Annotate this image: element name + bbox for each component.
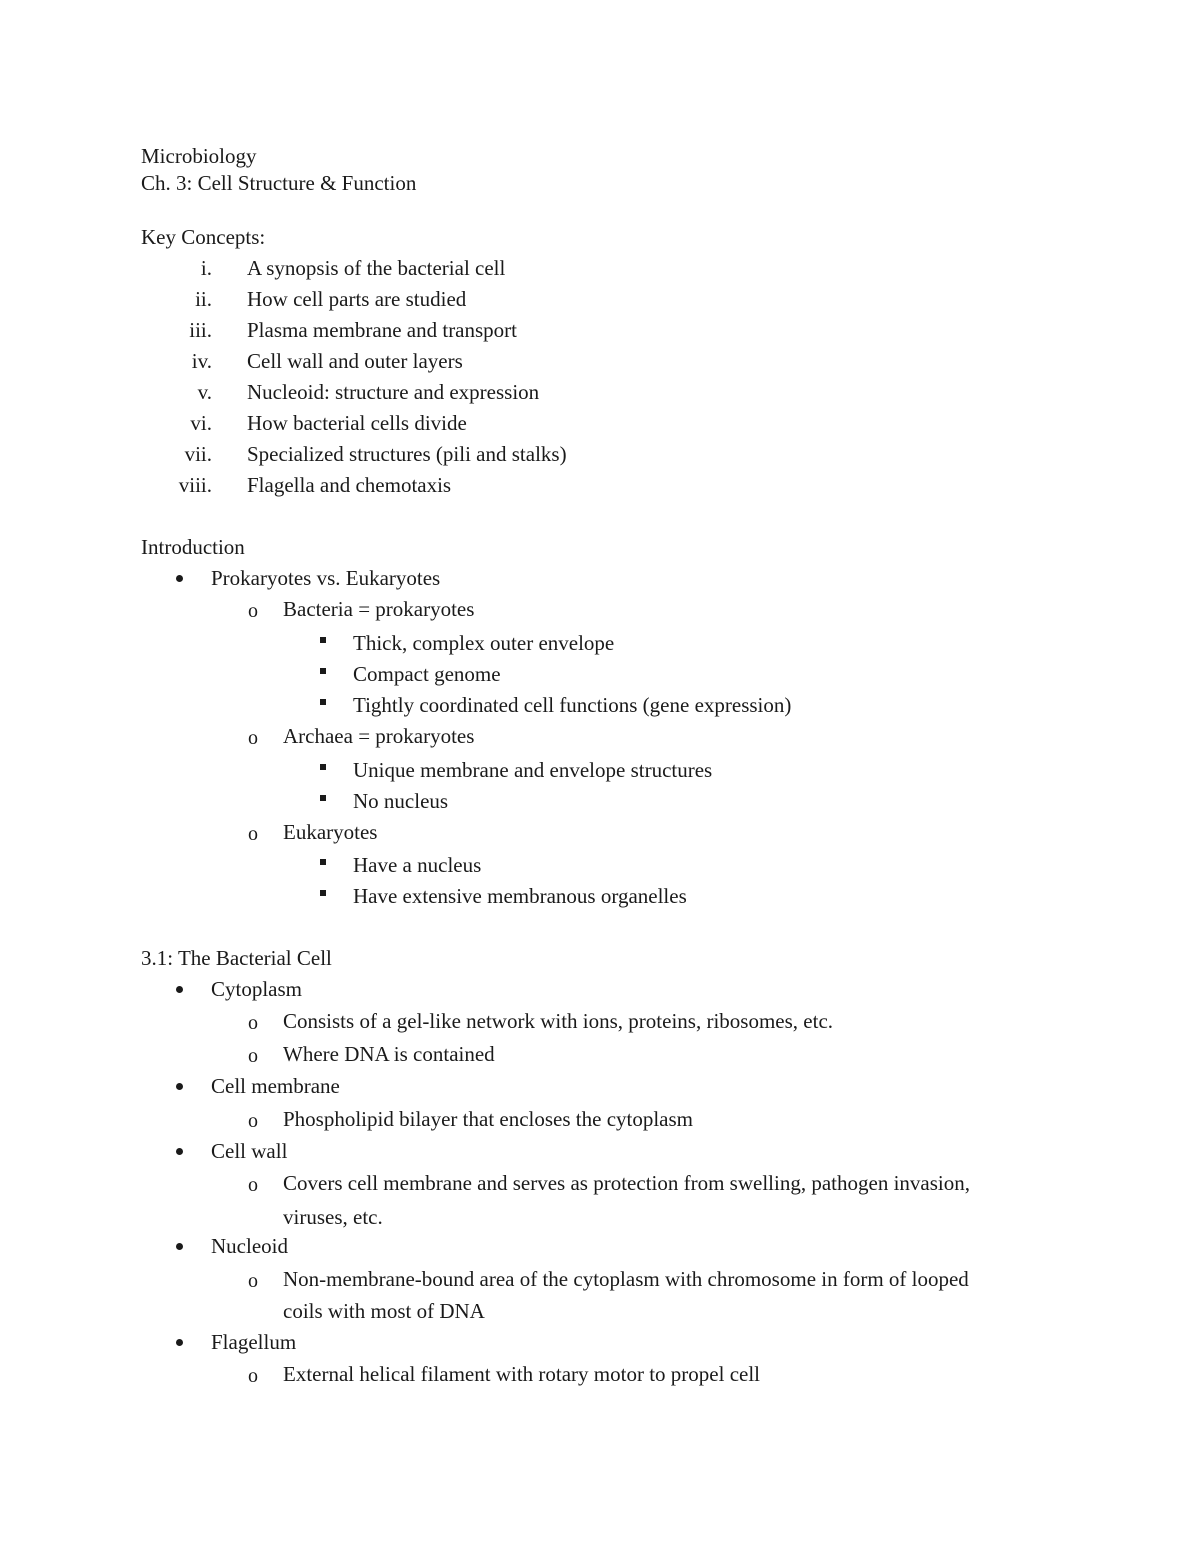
bullet-square-icon: [320, 699, 326, 705]
sub-bullet-item: Consists of a gel-like network with ions, proteins, ribosomes, etc.: [283, 1009, 834, 1033]
roman-numeral: iv.: [191, 349, 212, 373]
sub-bullet-item: Covers cell membrane and serves as protection from swelling, pathogen invasion,: [283, 1171, 970, 1195]
sub-bullet-item: Eukaryotes: [283, 820, 378, 844]
bullet-item: Nucleoid: [211, 1234, 288, 1258]
section-heading: 3.1: The Bacterial Cell: [141, 946, 332, 970]
key-concept-item: Specialized structures (pili and stalks): [247, 442, 567, 466]
sub-bullet-item: Archaea = prokaryotes: [283, 724, 475, 748]
bullet-square-icon: [320, 890, 326, 896]
sub-sub-bullet-item: Compact genome: [353, 662, 501, 686]
roman-numeral: viii.: [178, 473, 212, 497]
bullet-circle-icon: o: [248, 600, 258, 622]
bullet-item: Prokaryotes vs. Eukaryotes: [211, 566, 441, 590]
roman-numeral: vi.: [190, 411, 212, 435]
key-concept-item: How cell parts are studied: [247, 287, 467, 311]
bullet-circle-icon: o: [248, 823, 258, 845]
course-title: Microbiology: [141, 144, 257, 168]
sub-bullet-item: Phospholipid bilayer that encloses the cytoplasm: [283, 1107, 694, 1131]
bullet-item: Cytoplasm: [211, 977, 303, 1001]
sub-bullet-item: Bacteria = prokaryotes: [283, 597, 475, 621]
sub-bullet-item: Non-membrane-bound area of the cytoplasm with chromosome in form of looped: [283, 1267, 969, 1291]
bullet-disc-icon: [176, 575, 183, 582]
bullet-disc-icon: [176, 1339, 183, 1346]
key-concept-item: How bacterial cells divide: [247, 411, 467, 435]
bullet-item: Cell wall: [211, 1139, 288, 1163]
bullet-square-icon: [320, 764, 326, 770]
bullet-disc-icon: [176, 1148, 183, 1155]
sub-bullet-item: Where DNA is contained: [283, 1042, 495, 1066]
key-concepts-heading: Key Concepts:: [141, 225, 266, 249]
sub-bullet-continuation: viruses, etc.: [283, 1205, 383, 1229]
chapter-title: Ch. 3: Cell Structure & Function: [141, 171, 417, 195]
roman-numeral: ii.: [195, 287, 212, 311]
bullet-square-icon: [320, 795, 326, 801]
sub-sub-bullet-item: Unique membrane and envelope structures: [353, 758, 713, 782]
bullet-circle-icon: o: [248, 1174, 258, 1196]
sub-bullet-item: External helical filament with rotary motor to propel cell: [283, 1362, 761, 1386]
key-concept-item: A synopsis of the bacterial cell: [247, 256, 506, 280]
roman-numeral: i.: [200, 256, 212, 280]
key-concept-item: Plasma membrane and transport: [247, 318, 518, 342]
bullet-square-icon: [320, 637, 326, 643]
bullet-circle-icon: o: [248, 1110, 258, 1132]
bullet-square-icon: [320, 859, 326, 865]
bullet-square-icon: [320, 668, 326, 674]
roman-numeral: v.: [197, 380, 212, 404]
sub-sub-bullet-item: Thick, complex outer envelope: [353, 631, 615, 655]
bullet-disc-icon: [176, 1083, 183, 1090]
bullet-item: Cell membrane: [211, 1074, 340, 1098]
introduction-heading: Introduction: [141, 535, 245, 559]
sub-bullet-continuation: coils with most of DNA: [283, 1299, 485, 1323]
sub-sub-bullet-item: Have extensive membranous organelles: [353, 884, 687, 908]
sub-sub-bullet-item: Tightly coordinated cell functions (gene expression): [353, 693, 792, 717]
bullet-disc-icon: [176, 986, 183, 993]
key-concept-item: Nucleoid: structure and expression: [247, 380, 540, 404]
roman-numeral: vii.: [184, 442, 212, 466]
key-concept-item: Cell wall and outer layers: [247, 349, 463, 373]
bullet-circle-icon: o: [248, 1012, 258, 1034]
roman-numeral: iii.: [189, 318, 212, 342]
sub-sub-bullet-item: No nucleus: [353, 789, 449, 813]
bullet-circle-icon: o: [248, 727, 258, 749]
bullet-circle-icon: o: [248, 1045, 258, 1067]
bullet-disc-icon: [176, 1243, 183, 1250]
sub-sub-bullet-item: Have a nucleus: [353, 853, 482, 877]
key-concept-item: Flagella and chemotaxis: [247, 473, 452, 497]
bullet-circle-icon: o: [248, 1270, 258, 1292]
bullet-item: Flagellum: [211, 1330, 297, 1354]
bullet-circle-icon: o: [248, 1365, 258, 1387]
